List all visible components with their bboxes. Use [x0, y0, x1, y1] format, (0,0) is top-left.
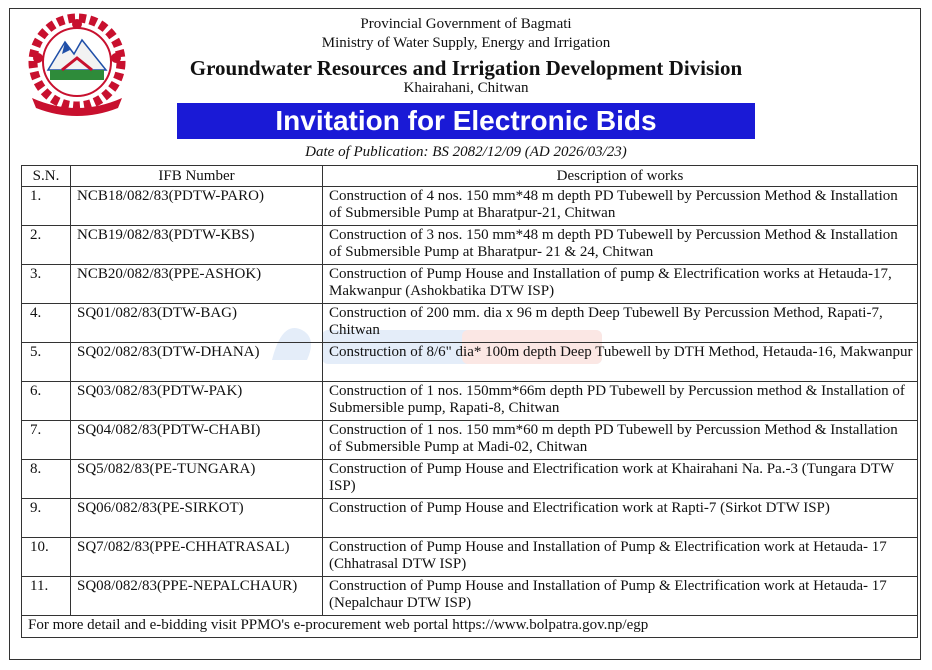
row-ifb-number: SQ04/082/83(PDTW-CHABI) [71, 421, 323, 460]
row-ifb-number: SQ06/082/83(PE-SIRKOT) [71, 499, 323, 538]
row-description: Construction of 8/6" dia* 100m depth Deep Tubewell by DTH Method, Hetauda-16, Makwanpur [323, 343, 918, 382]
header-ifb-number: IFB Number [71, 166, 323, 187]
table-row [22, 577, 918, 616]
table-row [22, 226, 918, 265]
row-description: Construction of 1 nos. 150mm*66m depth PD Tubewell by Percussion method & Installation of Submersible pump, Rapati-8, Chitwan [323, 382, 918, 421]
row-sn: 2. [22, 226, 71, 265]
header-line-division: Groundwater Resources and Irrigation Development Division [189, 56, 743, 80]
header-sn: S.N. [22, 166, 71, 187]
table-row [22, 187, 918, 226]
row-ifb-number: SQ7/082/83(PPE-CHHATRASAL) [71, 538, 323, 577]
table-footer-row [22, 616, 918, 638]
table-header-row [22, 166, 918, 187]
row-ifb-number: SQ08/082/83(PPE-NEPALCHAUR) [71, 577, 323, 616]
table-row [22, 304, 918, 343]
table-row [22, 460, 918, 499]
row-description: Construction of 200 mm. dia x 96 m depth Deep Tubewell By Percussion Method, Rapati-7, Chitwan [323, 304, 918, 343]
row-ifb-number: NCB19/082/83(PDTW-KBS) [71, 226, 323, 265]
table-row [22, 538, 918, 577]
row-sn: 4. [22, 304, 71, 343]
row-description: Construction of 1 nos. 150 mm*60 m depth PD Tubewell by Percussion Method & Installation of Submersible Pump at Madi-02, Chitwan [323, 421, 918, 460]
row-sn: 1. [22, 187, 71, 226]
row-ifb-number: NCB20/082/83(PPE-ASHOK) [71, 265, 323, 304]
row-sn: 9. [22, 499, 71, 538]
row-ifb-number: SQ03/082/83(PDTW-PAK) [71, 382, 323, 421]
footer-note: For more detail and e-bidding visit PPMO's e-procurement web portal https://www.bolpatra.gov.np/egp [22, 616, 918, 638]
table-row [22, 421, 918, 460]
row-sn: 10. [22, 538, 71, 577]
table-row [22, 499, 918, 538]
row-ifb-number: SQ02/082/83(DTW-DHANA) [71, 343, 323, 382]
header-line-ministry: Ministry of Water Supply, Energy and Irrigation [321, 35, 611, 51]
row-ifb-number: SQ01/082/83(DTW-BAG) [71, 304, 323, 343]
row-description: Construction of Pump House and Installation of pump & Electrification works at Hetauda-17, Makwanpur (Ashokbatika DTW ISP) [323, 265, 918, 304]
row-description: Construction of Pump House and Installation of Pump & Electrification work at Hetauda- 17 (Nepalchaur DTW ISP) [323, 577, 918, 616]
header-line-province: Provincial Government of Bagmati [360, 16, 572, 32]
bids-table [21, 165, 918, 638]
table-row [22, 265, 918, 304]
row-sn: 11. [22, 577, 71, 616]
table-row [22, 382, 918, 421]
row-sn: 6. [22, 382, 71, 421]
row-description: Construction of 3 nos. 150 mm*48 m depth PD Tubewell by Percussion Method & Installation of Submersible Pump at Bharatpur- 21 & 24, Chitwan [323, 226, 918, 265]
row-ifb-number: NCB18/082/83(PDTW-PARO) [71, 187, 323, 226]
row-description: Construction of 4 nos. 150 mm*48 m depth PD Tubewell by Percussion Method & Installation of Submersible Pump at Bharatpur-21, Chitwan [323, 187, 918, 226]
page-title: Invitation for Electronic Bids [177, 103, 755, 139]
publication-date: Date of Publication: BS 2082/12/09 (AD 2026/03/23) [305, 144, 627, 160]
header-line-location: Khairahani, Chitwan [403, 80, 529, 96]
row-ifb-number: SQ5/082/83(PE-TUNGARA) [71, 460, 323, 499]
row-sn: 3. [22, 265, 71, 304]
row-description: Construction of Pump House and Electrification work at Khairahani Na. Pa.-3 (Tungara DTW ISP) [323, 460, 918, 499]
row-sn: 5. [22, 343, 71, 382]
table-row [22, 343, 918, 382]
row-sn: 7. [22, 421, 71, 460]
header-description: Description of works [323, 166, 918, 187]
row-description: Construction of Pump House and Electrification work at Rapti-7 (Sirkot DTW ISP) [323, 499, 918, 538]
row-sn: 8. [22, 460, 71, 499]
row-description: Construction of Pump House and Installation of Pump & Electrification work at Hetauda- 17 (Chhatrasal DTW ISP) [323, 538, 918, 577]
